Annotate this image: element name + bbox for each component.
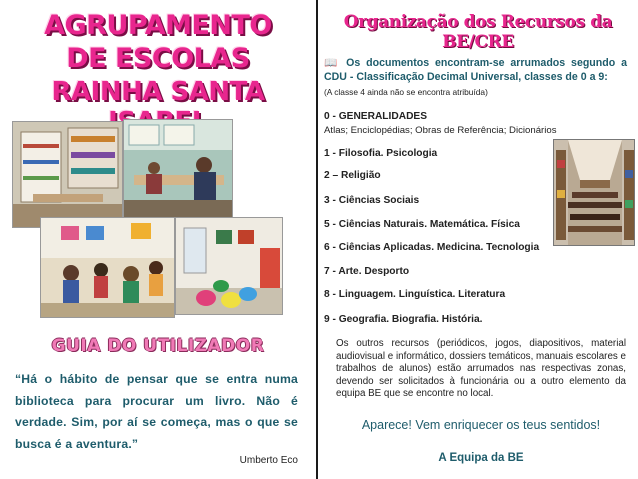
invitation-text: Aparece! Vem enriquecer os teus sentidos! — [361, 418, 601, 432]
library-photo-shelves — [12, 121, 123, 228]
team-signature: A Equipa da BE — [438, 452, 524, 464]
cdu-intro — [324, 56, 627, 84]
page-divider — [316, 0, 318, 479]
open-book-icon: 📖 — [324, 57, 338, 69]
guide-title: GUIA DO UTILIZADOR — [51, 336, 265, 356]
school-title-line-3: RAINHA SANTA — [51, 77, 265, 107]
school-title-line-1: AGRUPAMENTO — [44, 10, 272, 41]
school-title-line-2: DE ESCOLAS — [66, 43, 250, 74]
class-5-label: 5 - Ciências Naturais. Matemática. Física — [324, 219, 520, 230]
class-2-label: 2 – Religião — [324, 170, 381, 181]
library-photo-reading-corner — [175, 217, 283, 315]
class-1-label: 1 - Filosofia. Psicologia — [324, 148, 438, 159]
class-0-description: Atlas; Enciclopédias; Obras de Referência; Dicionários — [324, 125, 557, 136]
organization-title: Organização dos Recursos da BE/CRE — [343, 12, 613, 52]
class-0-label: 0 - GENERALIDADES — [324, 111, 428, 122]
class-4-note: (A classe 4 ainda não se encontra atribuída) — [324, 87, 488, 97]
class-7-label: 7 - Arte. Desporto — [324, 266, 410, 277]
quote-text: “Há o hábito de pensar que se entra numa biblioteca para procurar um livro. Não é verdade. Sim, por aí se começa, mas o que se busca é a aventura.” — [15, 372, 298, 451]
class-9-label: 9 - Geografia. Biografia. História. — [324, 314, 483, 325]
class-6-label: 6 - Ciências Aplicadas. Medicina. Tecnologia — [324, 242, 540, 253]
library-photo-children — [40, 217, 175, 318]
cover-panel — [0, 0, 316, 479]
class-3-label: 3 - Ciências Sociais — [324, 195, 420, 206]
library-photo-reading-room — [123, 119, 233, 219]
class-8-label: 8 - Linguagem. Linguística. Literatura — [324, 289, 506, 300]
bookshelf-photo — [553, 139, 635, 246]
quote-author: Umberto Eco — [239, 455, 298, 466]
other-resources-text: Os outros recursos (periódicos, jogos, diapositivos, material audiovisual e informático, dossiers temáticos, manuais escolares e trabalhos de alunos) estão arrumados nas respectivas zonas, devendo ser solicitados à funcionária ou a outro elemento da equipa BE que se encontre no local. — [336, 338, 626, 399]
cdu-intro-text: Os documentos encontram-se arrumados segundo a CDU - Classificação Decimal Universal, classes de 0 a 9: — [324, 57, 627, 83]
